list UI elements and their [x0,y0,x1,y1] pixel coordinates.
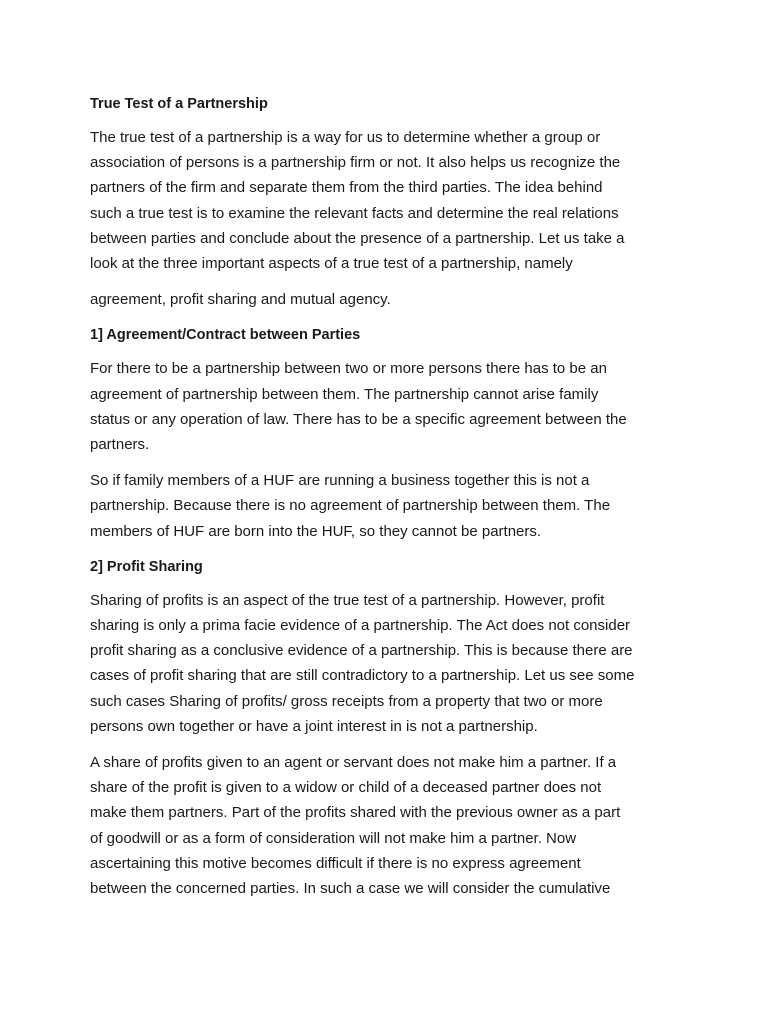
text-line: For there to be a partnership between two or more persons there has to be an [90,360,607,378]
agreement-paragraph-1 [90,356,690,457]
text-line: such a true test is to examine the relevant facts and determine the real relations [90,204,619,222]
text-line: profit sharing as a conclusive evidence of a partnership. This is because there are [90,642,633,660]
text-line: agreement, profit sharing and mutual agency. [90,291,391,309]
text-line: A share of profits given to an agent or servant does not make him a partner. If a [90,754,617,772]
text-line: Sharing of profits is an aspect of the true test of a partnership. However, profit [90,591,605,609]
text-line: partners of the firm and separate them from the third parties. The idea behind [90,179,603,197]
text-line: such cases Sharing of profits/ gross receipts from a property that two or more [90,692,603,710]
text-line: make them partners. Part of the profits shared with the previous owner as a part [90,804,621,822]
text-line: cases of profit sharing that are still contradictory to a partnership. Let us see some [90,667,635,685]
document-page [90,92,690,912]
section-heading-profit-sharing: 2] Profit Sharing [90,558,203,575]
text-line: between the concerned parties. In such a case we will consider the cumulative [90,880,611,898]
text-line: association of persons is a partnership firm or not. It also helps us recognize the [90,154,621,172]
profit-sharing-paragraph-1 [90,588,690,739]
profit-sharing-paragraph-2 [90,750,690,901]
section-heading-agreement: 1] Agreement/Contract between Parties [90,327,361,344]
text-line: sharing is only a prima facie evidence of a partnership. The Act does not consider [90,617,631,635]
text-line: members of HUF are born into the HUF, so they cannot be partners. [90,522,542,540]
text-line: between parties and conclude about the presence of a partnership. Let us take a [90,229,625,247]
text-line: partnership. Because there is no agreement of partnership between them. The [90,497,611,515]
agreement-paragraph-2 [90,468,690,544]
text-line: agreement of partnership between them. The partnership cannot arise family [90,385,599,403]
intro-continuation-paragraph [90,287,690,312]
text-line: partners. [90,436,150,454]
intro-paragraph [90,125,690,276]
text-line: of goodwill or as a form of consideration will not make him a partner. Now [90,829,577,847]
text-line: status or any operation of law. There has to be a specific agreement between the [90,410,627,428]
text-line: persons own together or have a joint interest in is not a partnership. [90,717,538,735]
text-line: ascertaining this motive becomes difficult if there is no express agreement [90,854,581,872]
text-line: So if family members of a HUF are running a business together this is not a [90,472,590,490]
text-line: The true test of a partnership is a way for us to determine whether a group or [90,129,601,146]
document-title: True Test of a Partnership [90,96,268,112]
text-line: look at the three important aspects of a true test of a partnership, namely [90,255,573,273]
text-line: share of the profit is given to a widow or child of a deceased partner does not [90,779,602,797]
